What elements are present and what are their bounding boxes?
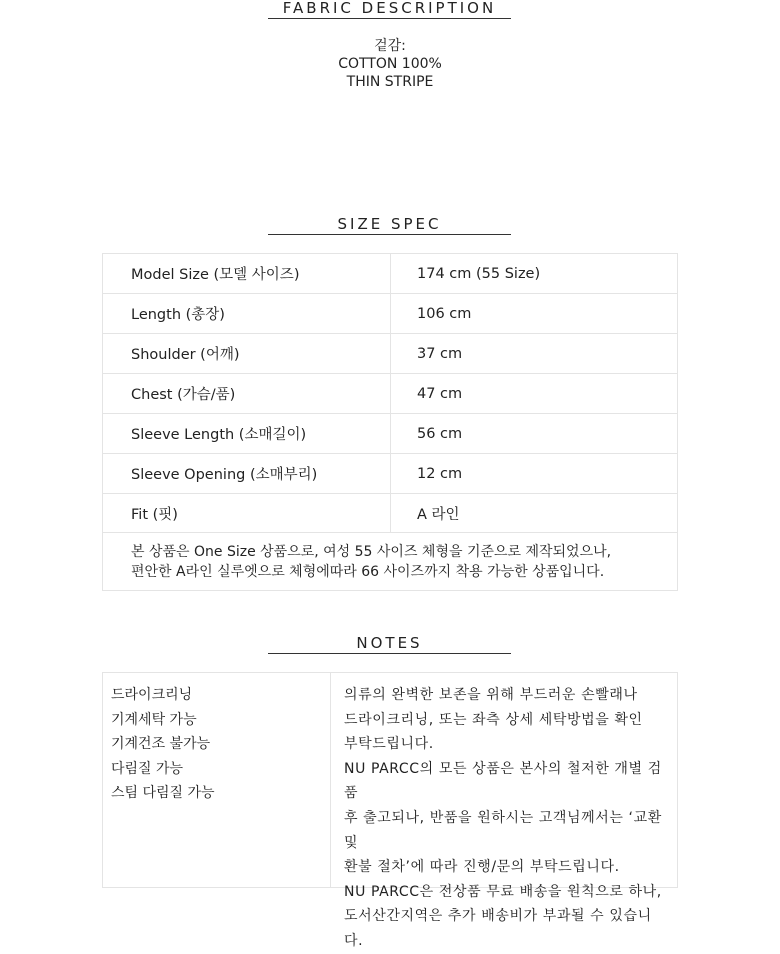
table-row (103, 254, 677, 294)
size-note-line: 본 상품은 One Size 상품으로, 여성 55 사이즈 체형을 기준으로 제작되었으나, (131, 544, 612, 560)
spec-value: 12 cm (417, 465, 463, 482)
notes-table (102, 672, 678, 949)
fabric-description-title: FABRIC DESCRIPTION (268, 0, 511, 19)
notes-info-line: 의류의 완벽한 보존을 위해 부드러운 손빨래나 (344, 687, 638, 703)
fabric-description (0, 37, 780, 91)
fabric-line: 겉감: (374, 38, 406, 54)
notes-info-line: NU PARCC은 전상품 무료 배송을 원칙으로 하나, (344, 883, 662, 900)
table-row (103, 334, 677, 374)
spec-label: Model Size (모델 사이즈) (103, 254, 391, 293)
care-instructions (103, 673, 331, 887)
size-spec-table (102, 253, 678, 591)
fabric-line: THIN STRIPE (346, 74, 434, 90)
spec-value: 174 cm (55 Size) (417, 265, 541, 282)
notes-info-line: 부탁드립니다. (344, 736, 434, 753)
spec-label: Sleeve Length (소매길이) (103, 414, 391, 453)
care-item: 다림질 가능 (111, 760, 184, 777)
notes-info-line: 드라이크리닝, 또는 좌측 상세 세탁방법을 확인 (344, 711, 643, 728)
spec-value: 47 cm (417, 385, 463, 402)
spec-value: 37 cm (417, 345, 463, 362)
size-spec-title: SIZE SPEC (268, 214, 511, 235)
size-note (103, 533, 677, 590)
table-row (103, 494, 677, 533)
care-item: 스팀 다림질 가능 (111, 785, 215, 802)
care-item: 기계건조 불가능 (111, 736, 211, 753)
size-note-line: 편안한 A라인 실루엣으로 체형에따라 66 사이즈까지 착용 가능한 상품입니다. (131, 564, 605, 580)
spec-label: Length (총장) (103, 294, 391, 333)
spec-label: Chest (가슴/품) (103, 374, 391, 413)
notes-info (331, 673, 677, 949)
table-row (103, 294, 677, 334)
fabric-line: COTTON 100% (338, 56, 442, 72)
care-item: 기계세탁 가능 (111, 711, 197, 728)
table-row (103, 414, 677, 454)
spec-label: Fit (핏) (103, 494, 391, 532)
notes-info-line: 후 출고되나, 반품을 원하시는 고객님께서는 ‘교환 및 (344, 809, 662, 851)
spec-value: A 라인 (417, 506, 460, 523)
notes-info-line: NU PARCC의 모든 상품은 본사의 철저한 개별 검품 (344, 760, 662, 802)
spec-value: 56 cm (417, 425, 463, 442)
table-row (103, 454, 677, 494)
spec-value: 106 cm (417, 305, 472, 322)
table-row (103, 374, 677, 414)
spec-label: Sleeve Opening (소매부리) (103, 454, 391, 493)
spec-label: Shoulder (어깨) (103, 334, 391, 373)
notes-title: NOTES (268, 633, 511, 654)
notes-info-line: 환불 절차’에 따라 진행/문의 부탁드립니다. (344, 859, 620, 876)
care-item: 드라이크리닝 (111, 687, 193, 703)
notes-info-line: 도서산간지역은 추가 배송비가 부과될 수 있습니다. (344, 908, 652, 949)
